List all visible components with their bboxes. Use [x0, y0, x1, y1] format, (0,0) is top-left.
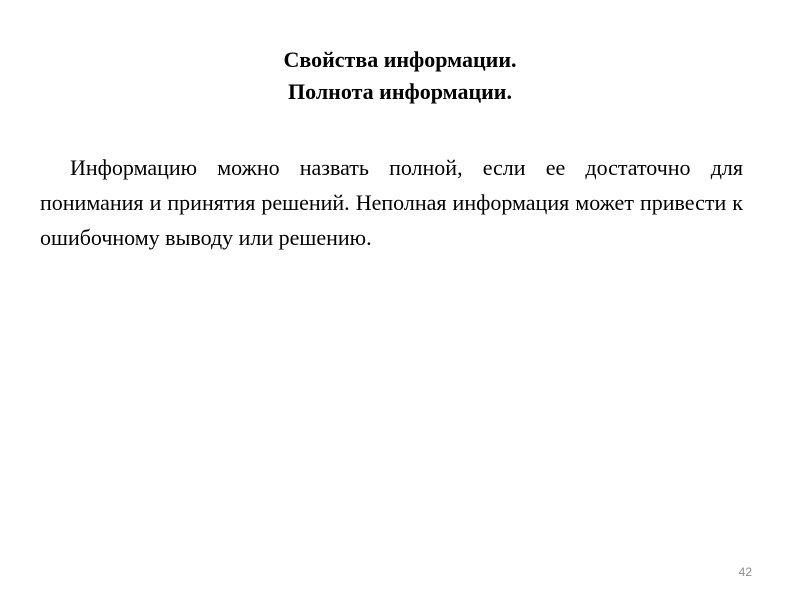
slide-title-line-1: Свойства информации. [283, 47, 517, 72]
page-number: 42 [738, 565, 752, 579]
slide-title [0, 44, 800, 108]
slide-body-paragraph: Информацию можно назвать полной, если ее достаточно для понимания и принятия решений. Неполная информация может привести к ошибочному выводу или решению. [40, 155, 743, 250]
slide-title-line-2: Полнота информации. [288, 79, 512, 104]
